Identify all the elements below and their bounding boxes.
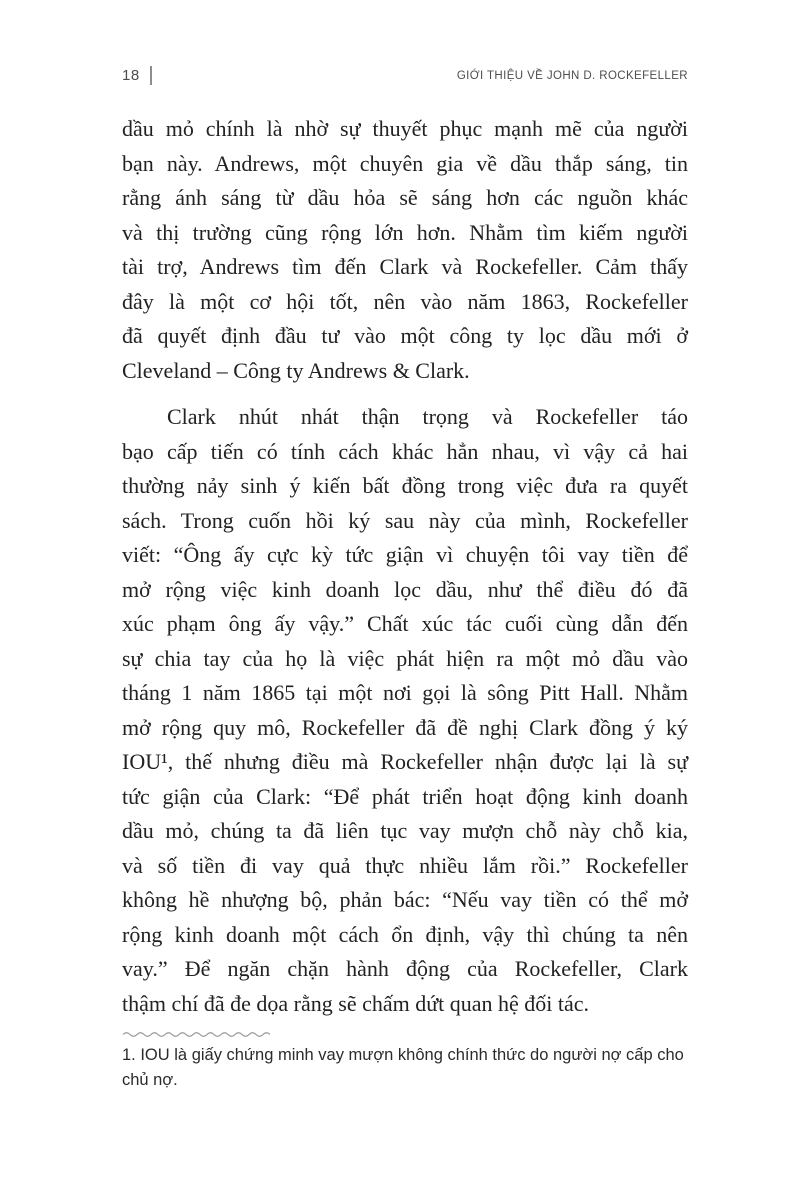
text-line: thậm chí đã đe dọa rằng sẽ chấm dứt quan hệ đối tác. <box>122 990 590 1016</box>
page-header <box>122 66 688 85</box>
text-line: IOU¹, thế nhưng điều mà Rockefeller nhận được lại là sự <box>122 749 688 774</box>
text-line: thường nảy sinh ý kiến bất đồng trong việc đưa ra quyết <box>122 473 688 498</box>
text-line: 1. IOU là giấy chứng minh vay mượn không chính thức do người nợ cấp cho <box>122 1046 684 1064</box>
text-line: dầu mỏ chính là nhờ sự thuyết phục mạnh mẽ của người <box>122 116 688 141</box>
header-divider <box>150 66 152 85</box>
text-line: tức giận của Clark: “Để phát triển hoạt động kinh doanh <box>122 783 688 809</box>
footnote-section <box>122 1030 688 1093</box>
text-line: rộng kinh doanh một cách ổn định, vậy thì chúng ta nên <box>122 921 688 947</box>
text-line: không hề nhượng bộ, phản bác: “Nếu vay tiền có thể mở <box>122 887 688 912</box>
text-line: đã quyết định đầu tư vào một công ty lọc dầu mới ở <box>122 323 688 348</box>
text-line: viết: “Ông ấy cực kỳ tức giận vì chuyện tôi vay tiền để <box>122 542 688 567</box>
text-line: đây là một cơ hội tốt, nên vào năm 1863, Rockefeller <box>122 288 688 314</box>
text-line: vay.” Để ngăn chặn hành động của Rockefeller, Clark <box>122 956 688 981</box>
text-line: Clark nhút nhát thận trọng và Rockefeller táo <box>167 404 688 429</box>
text-line: Cleveland – Công ty Andrews & Clark. <box>122 357 470 383</box>
page-number: 18 <box>122 67 140 84</box>
text-line: và thị trường cũng rộng lớn hơn. Nhằm tìm kiếm người <box>122 219 688 245</box>
text-line: chủ nợ. <box>122 1071 178 1089</box>
running-title: GIỚI THIỆU VỀ JOHN D. ROCKEFELLER <box>456 69 688 82</box>
page-body <box>122 112 688 1093</box>
text-line: mở rộng việc kinh doanh lọc dầu, như thể điều đó đã <box>122 576 688 602</box>
paragraph-2 <box>122 400 688 1021</box>
footnote-separator-wavy-line <box>122 1030 270 1038</box>
paragraph-1 <box>122 112 688 388</box>
text-line: bạn này. Andrews, một chuyên gia về dầu thắp sáng, tin <box>122 150 688 176</box>
text-line: mở rộng quy mô, Rockefeller đã đề nghị Clark đồng ý ký <box>122 714 688 740</box>
page-header-left <box>122 66 152 85</box>
text-line: dầu mỏ, chúng ta đã liên tục vay mượn chỗ này chỗ kia, <box>122 818 688 843</box>
footnote <box>122 1043 688 1093</box>
text-line: và số tiền đi vay quả thực nhiều lắm rồi.” Rockefeller <box>122 852 688 878</box>
text-line: sự chia tay của họ là việc phát hiện ra một mỏ dầu vào <box>122 645 688 671</box>
text-line: sách. Trong cuốn hồi ký sau này của mình, Rockefeller <box>122 507 688 533</box>
text-line: bạo cấp tiến có tính cách khác hẳn nhau, vì vậy cả hai <box>122 438 688 464</box>
text-line: tháng 1 năm 1865 tại một nơi gọi là sông Pitt Hall. Nhằm <box>122 680 688 705</box>
text-line: tài trợ, Andrews tìm đến Clark và Rockefeller. Cảm thấy <box>122 254 688 279</box>
text-line: xúc phạm ông ấy vậy.” Chất xúc tác cuối cùng dẫn đến <box>122 611 688 636</box>
text-line: rằng ánh sáng từ dầu hỏa sẽ sáng hơn các nguồn khác <box>122 185 688 210</box>
